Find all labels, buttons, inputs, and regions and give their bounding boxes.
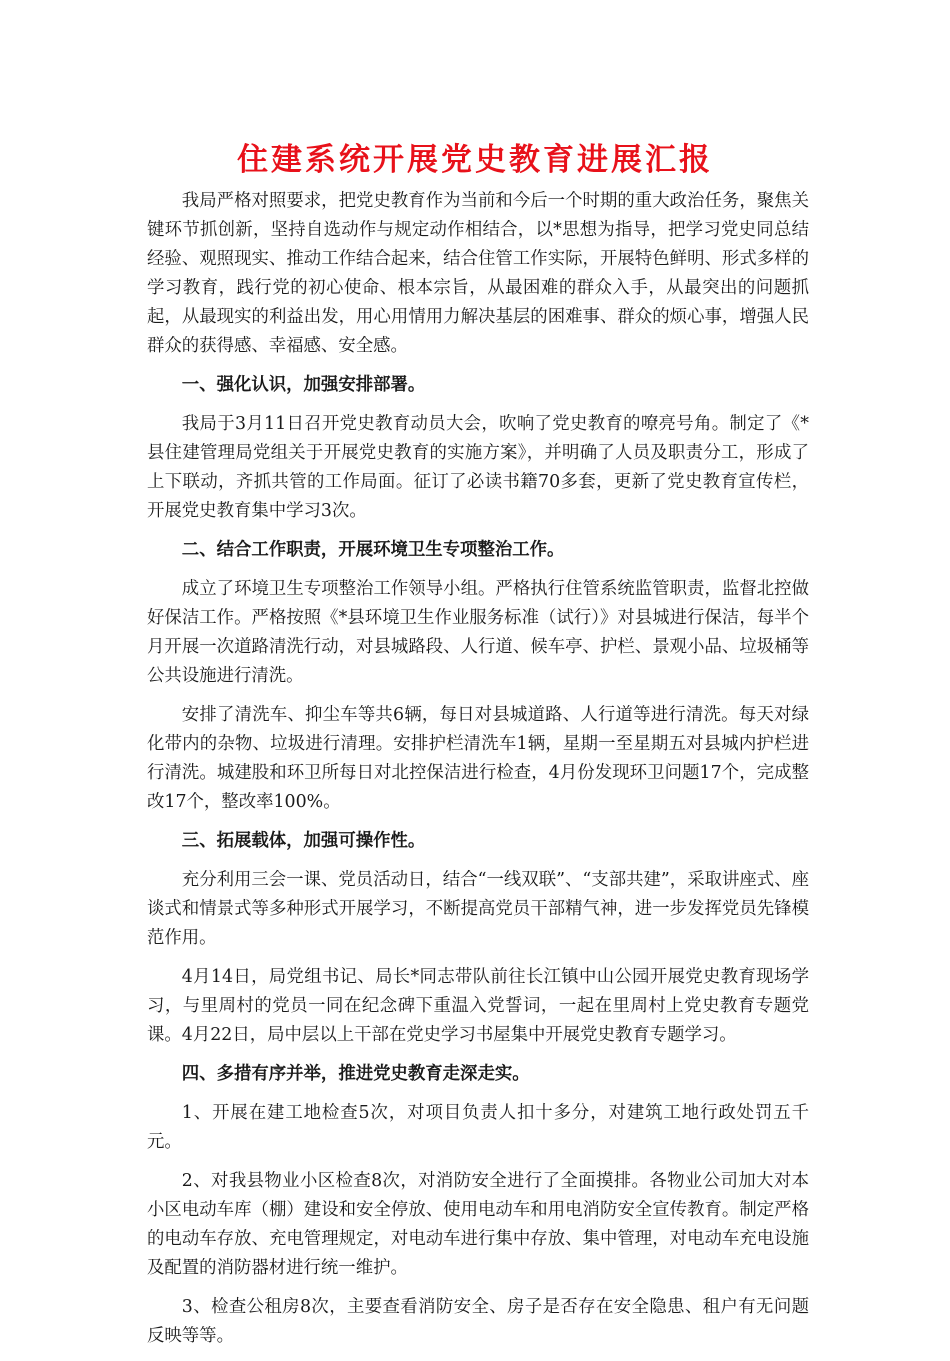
paragraph-list-item: 3、检查公租房8次，主要查看消防安全、房子是否存在安全隐患、租户有无问题反映等等。 [147, 1297, 809, 1346]
paragraph: 4月14日，局党组书记、局长*同志带队前往长江镇中山公园开展党史教育现场学习，与里周村的党员一同在纪念碑下重温入党誓词，一起在里周村上党史教育专题党课。4月22日，局中层以上干部在党史学习书屋集中开展党史教育专题学习。 [147, 967, 809, 1045]
section-heading-2: 二、结合工作职责，开展环境卫生专项整治工作。 [181, 540, 565, 560]
paragraph-list-item: 2、对我县物业小区检查8次，对消防安全进行了全面摸排。各物业公司加大对本小区电动车库（棚）建设和安全停放、使用电动车和用电消防安全宣传教育。制定严格的电动车存放、充电管理规定，对电动车进行集中存放、集中管理，对电动车充电设施及配置的消防器材进行统一维护。 [147, 1171, 809, 1278]
paragraph: 我局于3月11日召开党史教育动员大会，吹响了党史教育的嘹亮号角。制定了《*县住建管理局党组关于开展党史教育的实施方案》，并明确了人员及职责分工，形成了上下联动，齐抓共管的工作局面。征订了必读书籍70多套，更新了党史教育宣传栏，开展党史教育集中学习3次。 [147, 414, 809, 521]
section-heading-1: 一、强化认识，加强安排部署。 [181, 375, 426, 395]
document-title: 住建系统开展党史教育进展汇报 [237, 142, 713, 178]
paragraph: 成立了环境卫生专项整治工作领导小组。严格执行住管系统监管职责，监督北控做好保洁工作。严格按照《*县环境卫生作业服务标准（试行）》对县城进行保洁，每半个月开展一次道路清洗行动，对县城路段、人行道、候车亭、护栏、景观小品、垃圾桶等公共设施进行清洗。 [147, 579, 809, 686]
paragraph-intro: 我局严格对照要求，把党史教育作为当前和今后一个时期的重大政治任务，聚焦关键环节抓创新，坚持自选动作与规定动作相结合，以*思想为指导，把学习党史同总结经验、观照现实、推动工作结合起来，结合住管工作实际，开展特色鲜明、形式多样的学习教育，践行党的初心使命、根本宗旨，从最困难的群众入手，从最突出的问题抓起，从最现实的利益出发，用心用情用力解决基层的困难事、群众的烦心事，增强人民群众的获得感、幸福感、安全感。 [147, 191, 809, 356]
section-heading-4: 四、多措有序并举，推进党史教育走深走实。 [181, 1064, 530, 1084]
document-body [147, 187, 809, 1361]
paragraph: 充分利用三会一课、党员活动日，结合“一线双联”、“支部共建”，采取讲座式、座谈式和情景式等多种形式开展学习，不断提高党员干部精气神，进一步发挥党员先锋模范作用。 [147, 870, 809, 948]
section-heading-3: 三、拓展载体，加强可操作性。 [181, 831, 426, 851]
paragraph: 安排了清洗车、抑尘车等共6辆，每日对县城道路、人行道等进行清洗。每天对绿化带内的杂物、垃圾进行清理。安排护栏清洗车1辆，星期一至星期五对县城内护栏进行清洗。城建股和环卫所每日对北控保洁进行检查，4月份发现环卫问题17个，完成整改17个，整改率100%。 [147, 705, 809, 812]
paragraph-list-item: 1、开展在建工地检查5次，对项目负责人扣十多分，对建筑工地行政处罚五千元。 [147, 1103, 809, 1152]
